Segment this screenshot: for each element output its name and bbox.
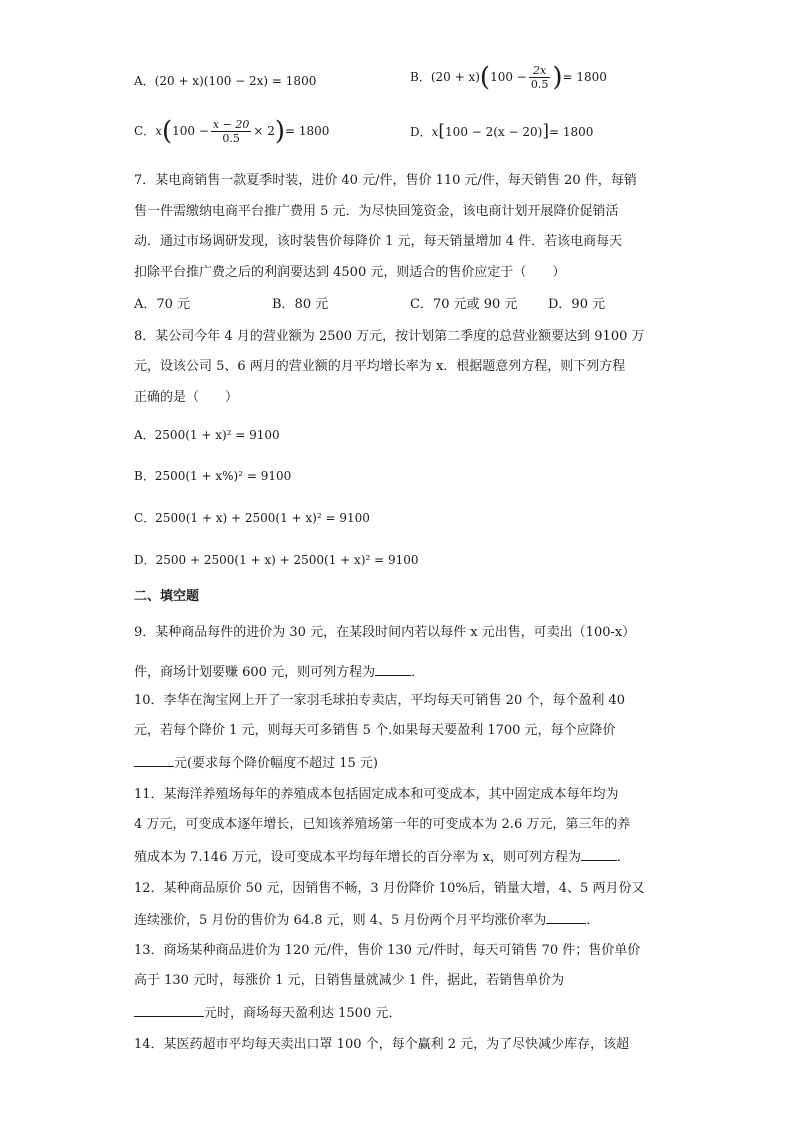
q11-line-2: 4 万元，可变成本逐年增长，已知该养殖场第一年的可变成本为 2.6 万元，第三年的养 <box>134 817 631 832</box>
q8-line-3: 正确的是（ ） <box>134 390 239 405</box>
q12-line-2: 连续涨价，5 月份的售价为 64.8 元，则 4、5 月份两个月平均涨价率为 ． <box>134 910 599 930</box>
q6-option-a: A．(20 + x)(100 − 2x) = 1800 <box>134 74 317 88</box>
section-heading-fill-blank: 二、填空题 <box>134 589 200 604</box>
q7-option-c: C．70 元或 90 元 <box>410 297 518 312</box>
q9-line-2: 件，商场计划要赚 600 元，则可列方程为 ． <box>134 662 424 682</box>
q8-line-2: 元，设该公司 5、6 两月的营业额的月平均增长率为 x．根据题意列方程，则下列方程 <box>134 359 626 374</box>
q10-line-3: 元(要求每个降价幅度不超过 15 元) <box>134 753 378 773</box>
q13-line-1: 13．商场某种商品进价为 120 元/件，售价 130 元/件时，每天可销售 70 件；售价单价 <box>134 943 641 958</box>
q10-line-1: 10．李华在淘宝网上开了一家羽毛球拍专卖店，平均每天可销售 20 个，每个盈利 40 <box>134 693 626 708</box>
q8-line-1: 8．某公司今年 4 月的营业额为 2500 万元，按计划第二季度的总营业额要达到 9100 万 <box>134 329 645 344</box>
q7-option-a: A．70 元 <box>134 297 191 312</box>
q6-option-b: B．(20 + x)(100 − $\frac{2x}{0.5}$ )= 1800 <box>410 62 607 93</box>
q6-option-c: C．x(100 − $\frac{x - 20}{0.5}$ × 2)= 1800 <box>134 116 330 147</box>
q6-option-d: D．x[100 − 2(x − 20)]= 1800 <box>410 121 594 141</box>
q12-line-1: 12．某种商品原价 50 元，因销售不畅，3 月份降价 10%后，销量大增，4、5 两月份又 <box>134 881 645 896</box>
q7-option-d: D．90 元 <box>548 297 606 312</box>
answer-blank[interactable] <box>134 753 174 767</box>
q6-b-fraction: $\frac{2x}{0.5}$ <box>530 64 549 91</box>
q13-line-2: 高于 130 元时，每涨价 1 元，日销售量就减少 1 件，据此，若销售单价为 <box>134 973 565 988</box>
answer-blank[interactable] <box>375 662 411 676</box>
q6-c-fraction: $\frac{x - 20}{0.5}$ <box>212 118 250 145</box>
q7-line-3: 动．通过市场调研发现，该时装售价每降价 1 元，每天销量增加 4 件．若该电商每天 <box>134 234 623 249</box>
q8-option-c: C．2500(1 + x) + 2500(1 + x)² = 9100 <box>134 511 370 525</box>
q13-line-3: 元时，商场每天盈利达 1500 元． <box>134 1003 401 1023</box>
q8-option-a: A．2500(1 + x)² = 9100 <box>134 428 280 442</box>
q7-line-1: 7．某电商销售一款夏季时装，进价 40 元/件，售价 110 元/件，每天销售 20 件，每销 <box>134 173 637 188</box>
q8-option-d: D．2500 + 2500(1 + x) + 2500(1 + x)² = 9100 <box>134 553 419 567</box>
answer-blank[interactable] <box>581 847 617 861</box>
answer-blank[interactable] <box>546 910 586 924</box>
q11-line-3: 殖成本为 7.146 万元，设可变成本平均每年增长的百分率为 x，则可列方程为 ． <box>134 847 630 867</box>
q7-line-2: 售一件需缴纳电商平台推广费用 5 元．为尽快回笼资金，该电商计划开展降价促销活 <box>134 204 619 219</box>
q7-line-4: 扣除平台推广费之后的利润要达到 4500 元，则适合的售价应定于（ ） <box>134 265 566 280</box>
q10-line-2: 元，若每个降价 1 元，则每天可多销售 5 个.如果每天要盈利 1700 元，每个应降价 <box>134 723 616 738</box>
answer-blank[interactable] <box>134 1003 204 1017</box>
q9-line-1: 9．某种商品每件的进价为 30 元，在某段时间内若以每件 x 元出售，可卖出（100-x） <box>134 625 636 640</box>
q11-line-1: 11．某海洋养殖场每年的养殖成本包括固定成本和可变成本，其中固定成本每年均为 <box>134 787 619 802</box>
q14-line-1: 14．某医药超市平均每天卖出口罩 100 个，每个赢利 2 元，为了尽快减少库存，该超 <box>134 1037 630 1052</box>
q7-option-b: B．80 元 <box>272 297 329 312</box>
q8-option-b: B．2500(1 + x%)² = 9100 <box>134 469 292 483</box>
